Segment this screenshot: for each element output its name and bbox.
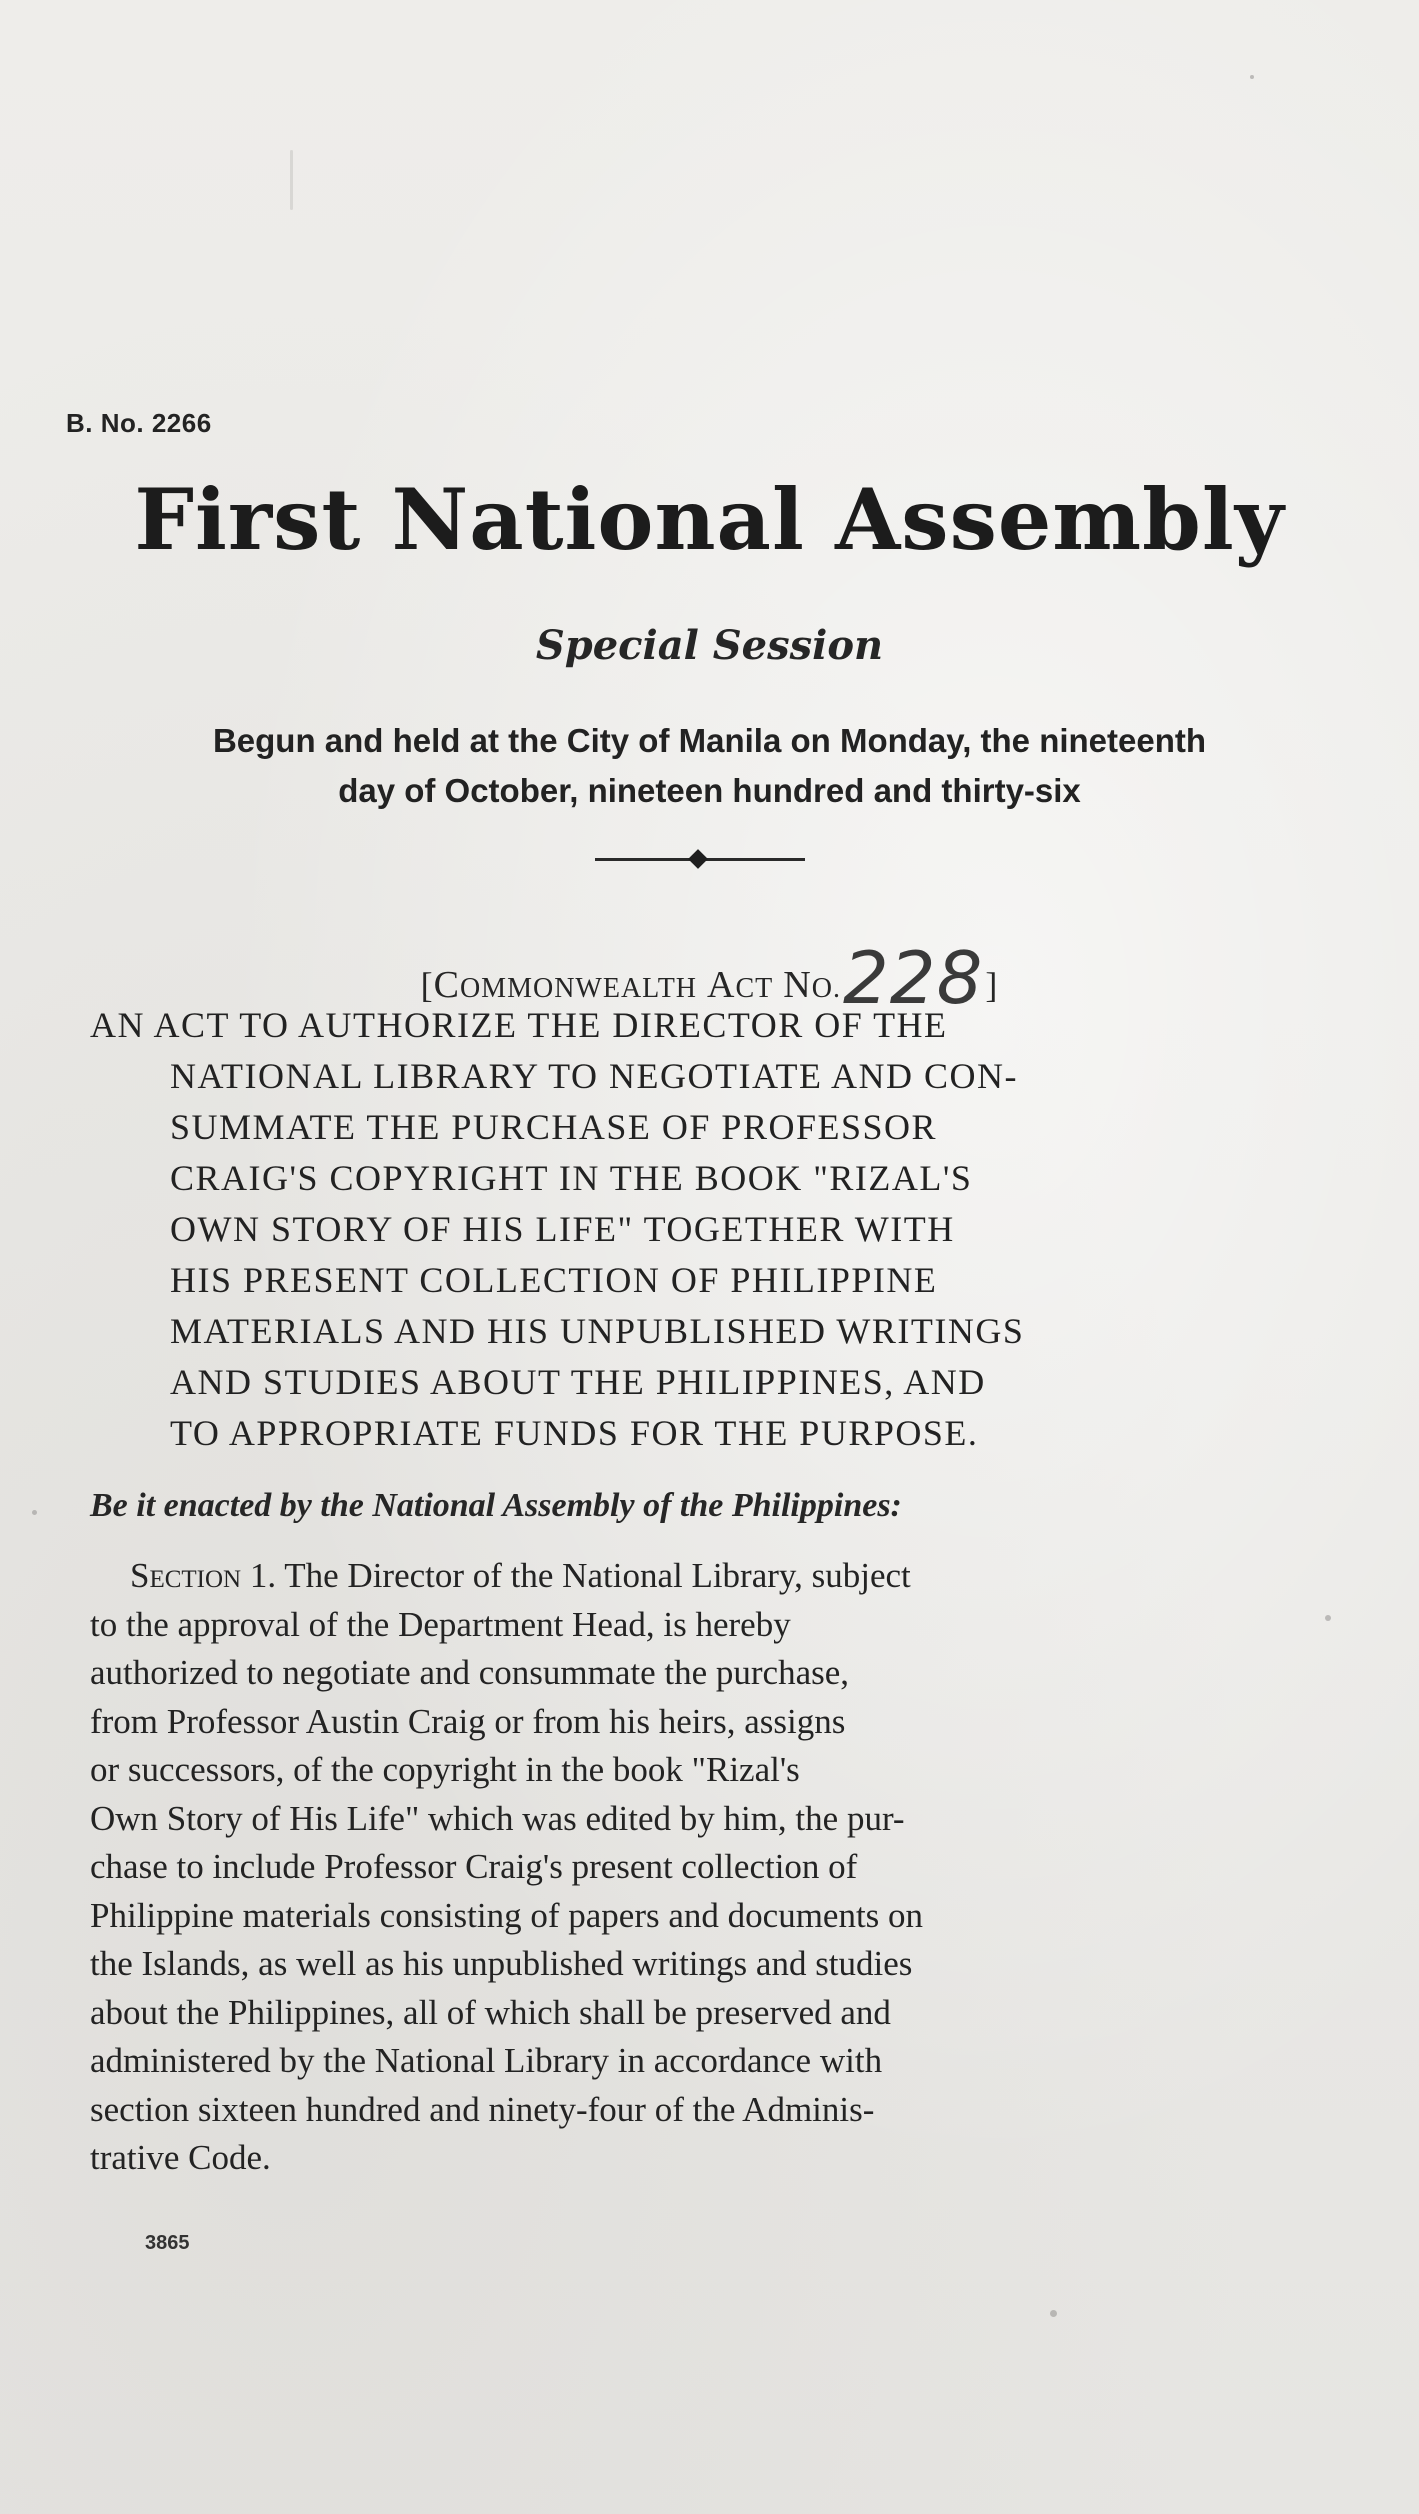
section-line: the Islands, as well as his unpublished writings and studies <box>90 1944 913 1983</box>
paper-speck <box>1250 75 1254 79</box>
divider-diamond-icon <box>688 849 708 869</box>
paper-speck <box>32 1510 37 1515</box>
act-title-line: TO APPROPRIATE FUNDS FOR THE PURPOSE. <box>170 1413 979 1453</box>
section-line: authorized to negotiate and consummate the purchase, <box>90 1653 850 1692</box>
section-line: Own Story of His Life" which was edited by him, the pur- <box>90 1798 905 1838</box>
act-title-line: NATIONAL LIBRARY TO NEGOTIATE AND CON- <box>170 1056 1018 1096</box>
assembly-title: First National Assembly <box>134 470 1285 569</box>
section-heading: Section 1. <box>130 1556 277 1595</box>
act-title-line: AND STUDIES ABOUT THE PHILIPPINES, AND <box>170 1362 986 1402</box>
section-line: administered by the National Library in accordance with <box>90 2041 883 2080</box>
act-prefix-rest: OMMONWEALTH <box>459 973 698 1004</box>
handwritten-act-number: 228 <box>842 936 984 1020</box>
section-line: to the approval of the Department Head, is hereby <box>90 1604 791 1644</box>
bill-number: B. No. 2266 <box>66 408 212 438</box>
section-line: section sixteen hundred and ninety-four of the Adminis- <box>90 2089 875 2129</box>
section-line: or successors, of the copyright in the book "Rizal's <box>90 1750 800 1789</box>
section-line: about the Philippines, all of which shall be preserved and <box>90 1992 891 2032</box>
document-code: 3865 <box>145 2232 190 2254</box>
section-line: chase to include Professor Craig's present collection of <box>90 1847 858 1886</box>
no-rest: O. <box>811 973 841 1004</box>
enacting-clause: Be it enacted by the National Assembly of the Philippines: <box>90 1487 902 1524</box>
act-prefix-initial: C <box>433 964 460 1006</box>
act-title-line: OWN STORY OF HIS LIFE" TOGETHER WITH <box>170 1209 955 1249</box>
act-title-line: HIS PRESENT COLLECTION OF PHILIPPINE <box>170 1260 938 1300</box>
paper-mark <box>290 150 293 210</box>
no-initial: N <box>783 964 812 1006</box>
act-title-line: MATERIALS AND HIS UNPUBLISHED WRITINGS <box>170 1311 1025 1351</box>
act-title-line: AN ACT TO AUTHORIZE THE DIRECTOR OF THE <box>90 1005 948 1045</box>
section-line: from Professor Austin Craig or from his heirs, assigns <box>90 1701 846 1741</box>
session-subtitle: Special Session <box>535 622 884 669</box>
act-title-line: SUMMATE THE PURCHASE OF PROFESSOR <box>170 1107 938 1147</box>
act-title <box>90 1000 1330 1459</box>
begun-line-2: day of October, nineteen hundred and thirty-six <box>338 772 1081 809</box>
act-title-line: CRAIG'S COPYRIGHT IN THE BOOK "RIZAL'S <box>170 1158 973 1198</box>
act-word-rest: CT <box>735 973 774 1004</box>
commonwealth-act-number: [COMMONWEALTH ACT NO.228] <box>420 936 999 1020</box>
paper-speck <box>1050 2310 1057 2317</box>
section-line <box>90 1552 1330 1601</box>
act-word-initial: A <box>707 964 736 1006</box>
section-line: trative Code. <box>90 2138 271 2177</box>
section-line-text: The Director of the National Library, subject <box>284 1556 911 1595</box>
section-1 <box>90 1552 1330 2183</box>
begun-line-1: Begun and held at the City of Manila on Monday, the nineteenth <box>212 722 1207 759</box>
section-line: Philippine materials consisting of papers and documents on <box>90 1895 924 1935</box>
